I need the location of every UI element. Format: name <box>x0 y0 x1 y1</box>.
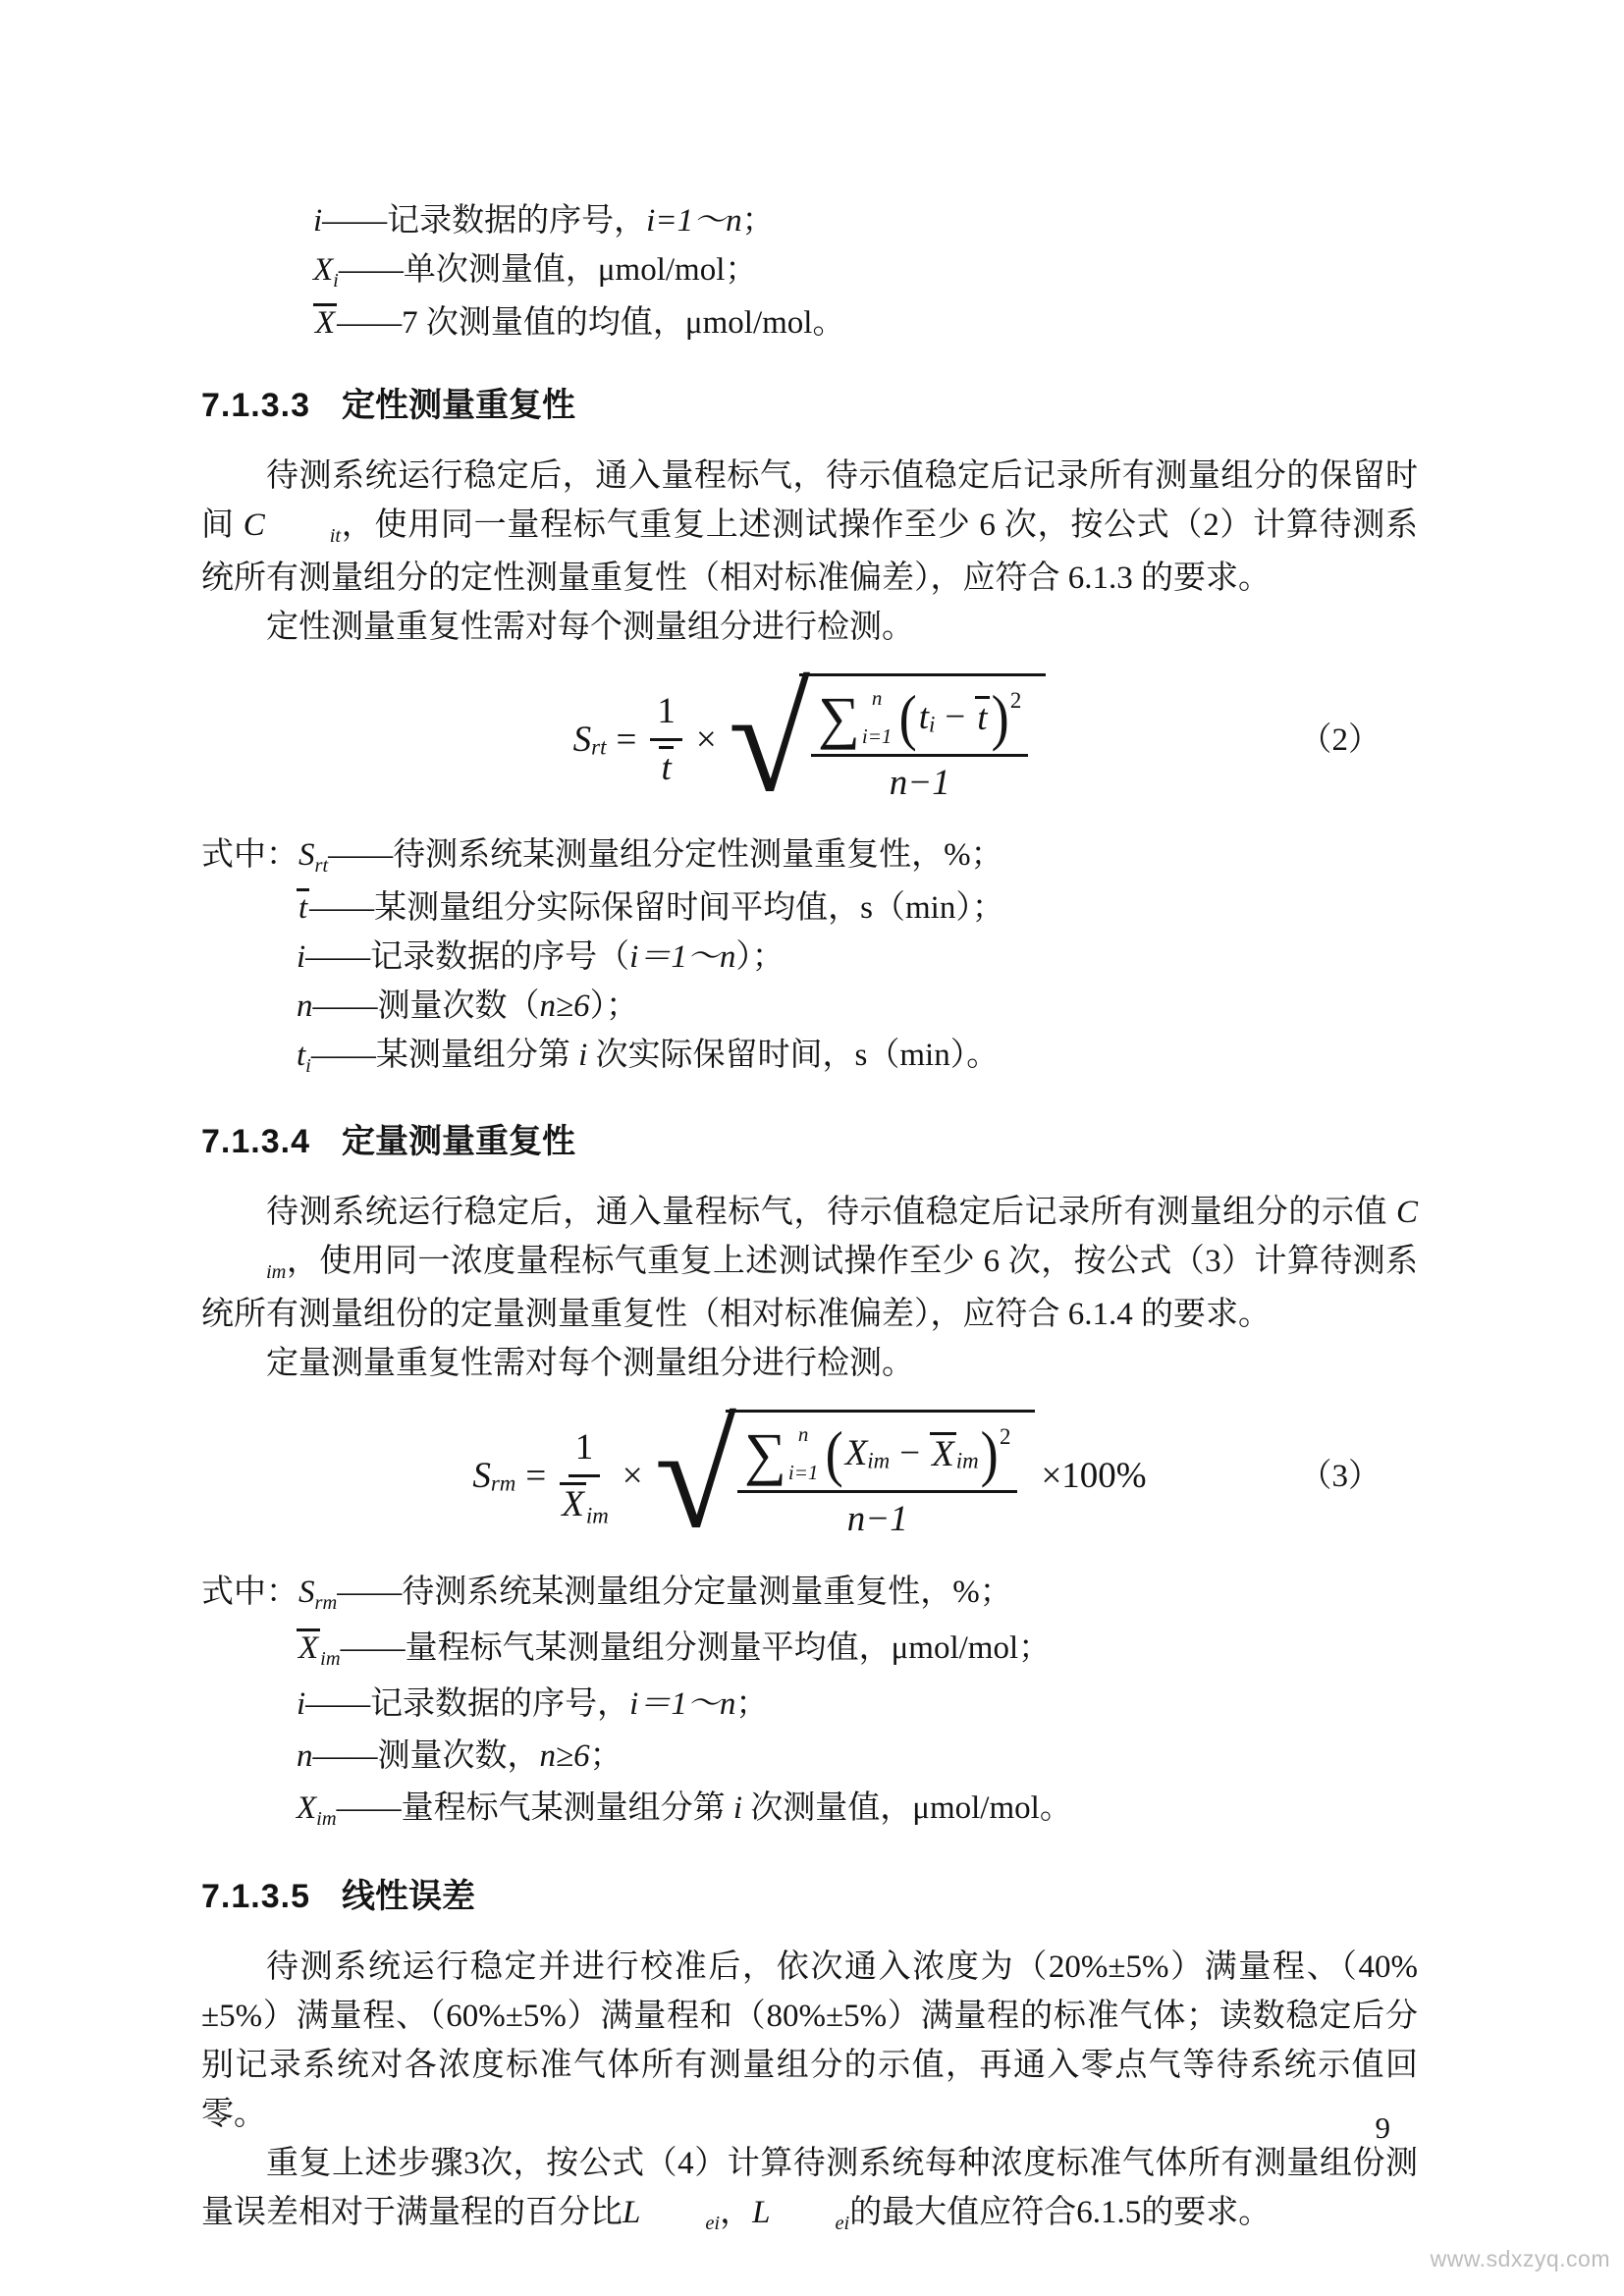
paragraph-text: 待测系统运行稳定后，通入量程标气，待示值稳定后记录所有测量组分的保留时间 <box>201 458 1418 543</box>
inner-denominator: n−1 <box>846 1498 908 1539</box>
definition-item <box>201 1679 1418 1731</box>
definition-item <box>201 196 1418 245</box>
open-paren: ( <box>899 681 918 752</box>
coefficient-fraction <box>650 690 682 791</box>
definition-list-top <box>201 196 1418 347</box>
formula-lhs-sub: rm <box>490 1470 516 1496</box>
inline-var-sub: im <box>266 1260 287 1283</box>
section-number: 7.1.3.3 <box>201 387 310 424</box>
summation-limits <box>862 686 893 749</box>
inner-fraction <box>737 1417 1017 1541</box>
term-var: i <box>313 203 323 239</box>
def-desc: ——记录数据的序号， <box>305 1686 630 1722</box>
coefficient-fraction <box>560 1426 609 1527</box>
definition-item <box>201 982 1418 1031</box>
definition-item <box>201 298 1418 347</box>
section-heading-7133 <box>201 385 1418 426</box>
inline-var-sub: ei <box>705 2212 721 2234</box>
term-var: t <box>297 1038 306 1073</box>
definition-item <box>201 1783 1418 1839</box>
formula-lhs: S <box>572 719 592 760</box>
formula-3 <box>201 1394 1418 1559</box>
term-sub: im <box>320 1647 341 1670</box>
inline-var: L <box>623 2195 641 2230</box>
paragraph-text: ，使用同一浓度量程标气重复上述测试操作至少 6 次，按公式（3）计算待测系统所有测量组份的定量测量重复性（相对标准偏差），应符合 6.1.4 的要求。 <box>201 1244 1418 1332</box>
paragraph-text: ， <box>720 2195 753 2230</box>
def-desc: ——待测系统某测量组分定性测量重复性，%； <box>328 837 1003 873</box>
def-text <box>297 1623 1051 1679</box>
term-var-overbar: t <box>298 890 308 926</box>
fraction-numerator: 1 <box>650 690 682 741</box>
formula-lhs: S <box>472 1455 491 1496</box>
term-var: X <box>297 1790 317 1826</box>
def-text <box>313 196 775 245</box>
def-desc: ——7 次测量值的均值，μmol/mol。 <box>337 305 845 341</box>
definition-list-f3 <box>201 1567 1418 1839</box>
def-text <box>298 830 1003 883</box>
page-content <box>201 194 1418 2241</box>
minus-sign: − <box>899 1432 921 1473</box>
summation-lower: i=1 <box>787 1460 819 1484</box>
fraction-numerator: 1 <box>568 1426 601 1477</box>
def-math: i＝1～n <box>629 939 736 975</box>
paragraph <box>201 1339 1418 1388</box>
term-var-overbar: X <box>298 1630 319 1666</box>
mean-var-overbar: t <box>661 748 672 788</box>
paragraph-text: 的最大值应符合6.1.5的要求。 <box>849 2195 1272 2230</box>
radicand <box>726 1410 1035 1543</box>
term-sub: i <box>929 712 936 737</box>
definition-item <box>201 1623 1418 1679</box>
def-text <box>297 982 638 1031</box>
paragraph-text: 待测系统运行稳定并进行校准后，依次通入浓度为（20%±5%）满量程、（40%±5%）满量程、（60%±5%）满量程和（80%±5%）满量程的标准气体；读数稳定后分别记录系统对各浓度标准气体所有测量组分的示值，再通入零点气等待系统示值回零。 <box>201 1949 1418 2132</box>
term-sub: im <box>585 1503 609 1528</box>
term-sub: rm <box>314 1591 338 1614</box>
term-var: S <box>298 1575 315 1610</box>
def-text <box>298 1567 1012 1623</box>
times-100-percent: ×100% <box>1041 1455 1147 1496</box>
formula-number: （2） <box>1299 722 1380 758</box>
inline-var: C <box>243 507 265 543</box>
term-sub: im <box>316 1807 337 1830</box>
paragraph <box>201 603 1418 652</box>
def-tail: ）； <box>735 939 785 975</box>
term-sub: i <box>305 1054 311 1077</box>
paragraph-text: 定性测量重复性需对每个测量组分进行检测。 <box>266 610 914 645</box>
term-var: n <box>297 988 313 1024</box>
def-text <box>313 298 844 347</box>
def-desc: ——记录数据的序号（ <box>305 939 630 975</box>
section-number: 7.1.3.4 <box>201 1123 310 1160</box>
paragraph <box>201 1943 1418 2139</box>
term-var: X <box>844 1432 868 1473</box>
summation-limits <box>788 1422 819 1485</box>
open-paren: ( <box>825 1417 844 1488</box>
def-tail: 次实际保留时间，s（min）。 <box>587 1038 1000 1073</box>
exponent: 2 <box>999 1423 1011 1449</box>
section-title: 定性测量重复性 <box>341 387 575 424</box>
close-paren: ) <box>980 1417 999 1488</box>
definition-item <box>201 1731 1418 1783</box>
term-var: n <box>297 1738 313 1774</box>
mean-var-overbar: X <box>932 1434 954 1475</box>
radicand <box>799 673 1046 807</box>
def-prefix: 式中： <box>201 1575 298 1610</box>
def-text <box>297 933 785 982</box>
def-desc: ——单次测量值，μmol/mol； <box>338 252 758 288</box>
summation-upper: n <box>797 1421 809 1446</box>
def-math: i＝1～n <box>629 1686 736 1722</box>
paragraph-text: ，使用同一量程标气重复上述测试操作至少 6 次，按公式（2）计算待测系统所有测量组分的定性测量重复性（相对标准偏差），应符合 6.1.3 的要求。 <box>201 507 1418 596</box>
definition-item <box>201 245 1418 298</box>
term-var: S <box>298 837 315 873</box>
inline-var: C <box>1395 1195 1418 1230</box>
radical-sign: √ <box>728 658 811 823</box>
definition-item <box>201 1031 1418 1084</box>
def-text <box>297 1031 999 1084</box>
def-text <box>297 1731 623 1783</box>
def-math: n≥6 <box>539 1738 590 1774</box>
inner-denominator: n−1 <box>889 762 950 803</box>
def-tail: ； <box>735 1686 769 1722</box>
def-desc: ——量程标气某测量组分测量平均值，μmol/mol； <box>340 1630 1052 1666</box>
inline-var-sub: it <box>329 524 342 547</box>
definition-list-f2 <box>201 830 1418 1084</box>
term-sub: rt <box>314 854 329 877</box>
square-root <box>654 1394 1036 1559</box>
times-sign: × <box>622 1455 643 1496</box>
definition-item <box>201 830 1418 883</box>
close-paren: ) <box>991 681 1009 752</box>
def-desc: ——某测量组分实际保留时间平均值，s（min）； <box>309 890 1004 926</box>
section-title: 线性误差 <box>341 1878 475 1915</box>
formula-2-body <box>572 658 1047 823</box>
formula-number: （3） <box>1299 1459 1380 1494</box>
def-math: i <box>732 1790 743 1826</box>
watermark: www.sdxzyq.com <box>1430 2246 1610 2271</box>
radical-sign: √ <box>654 1394 737 1559</box>
inline-var-sub: ei <box>835 2212 850 2234</box>
def-tail: ； <box>589 1738 623 1774</box>
def-text <box>313 245 757 298</box>
paragraph-text: 待测系统运行稳定后，通入量程标气，待示值稳定后记录所有测量组分的示值 <box>266 1195 1396 1230</box>
def-desc: ——量程标气某测量组分第 <box>336 1790 733 1826</box>
minus-sign: − <box>945 696 966 737</box>
def-desc: ——测量次数， <box>312 1738 540 1774</box>
summation-sign: ∑ <box>818 684 860 750</box>
definition-item <box>201 883 1418 933</box>
page-number: 9 <box>1375 2110 1390 2145</box>
def-prefix: 式中： <box>201 837 298 873</box>
inner-fraction <box>811 681 1028 805</box>
formula-2 <box>201 658 1418 823</box>
paragraph <box>201 1188 1418 1339</box>
def-desc: ——测量次数（ <box>312 988 540 1024</box>
def-math: i=1～n <box>646 203 742 239</box>
def-desc: ——某测量组分第 <box>310 1038 579 1073</box>
mean-var-overbar: t <box>977 698 988 739</box>
mean-var-overbar: X <box>562 1484 584 1524</box>
paragraph-text: 定量测量重复性需对每个测量组分进行检测。 <box>266 1346 914 1381</box>
paragraph-text: 重复上述步骤3次，按公式（4）计算待测系统每种浓度标准气体所有测量组份测量误差相对于满量程的百分比 <box>201 2146 1418 2230</box>
def-text <box>297 883 1004 933</box>
formula-3-body <box>472 1394 1147 1559</box>
section-heading-7135 <box>201 1876 1418 1917</box>
term-sub: im <box>867 1448 891 1473</box>
def-tail: 次测量值，μmol/mol。 <box>742 1790 1072 1826</box>
section-number: 7.1.3.5 <box>201 1878 310 1915</box>
inner-numerator <box>737 1417 1017 1493</box>
def-text <box>297 1783 1072 1839</box>
inline-var: L <box>752 2195 771 2230</box>
term-var: t <box>918 696 930 737</box>
def-math: n≥6 <box>539 988 590 1024</box>
summation-lower: i=1 <box>861 723 893 748</box>
term-sub: i <box>333 269 339 292</box>
fraction-denominator <box>560 1477 609 1526</box>
def-tail: ； <box>741 203 775 239</box>
term-var-overbar: X <box>315 305 336 341</box>
summation-sign: ∑ <box>744 1420 786 1486</box>
term-sub: im <box>955 1448 979 1473</box>
equals-sign: = <box>525 1455 547 1496</box>
paragraph <box>201 2139 1418 2241</box>
formula-lhs-sub: rt <box>591 734 607 760</box>
def-tail: ）； <box>589 988 639 1024</box>
inner-numerator <box>811 681 1028 757</box>
section-heading-7134 <box>201 1121 1418 1162</box>
definition-item <box>201 1567 1418 1623</box>
term-var: i <box>297 1686 306 1722</box>
equals-sign: = <box>616 719 637 760</box>
square-root <box>728 658 1047 823</box>
summation-upper: n <box>871 685 883 710</box>
exponent: 2 <box>1009 687 1022 713</box>
def-math: i <box>578 1038 588 1073</box>
def-desc: ——待测系统某测量组分定量测量重复性，%； <box>337 1575 1012 1610</box>
paragraph <box>201 452 1418 603</box>
term-var: i <box>297 939 306 975</box>
times-sign: × <box>695 719 717 760</box>
fraction-denominator <box>659 741 673 790</box>
section-title: 定量测量重复性 <box>341 1123 575 1160</box>
def-desc: ——记录数据的序号， <box>322 203 647 239</box>
term-var: X <box>313 252 334 288</box>
definition-item <box>201 933 1418 982</box>
def-text <box>297 1679 768 1731</box>
